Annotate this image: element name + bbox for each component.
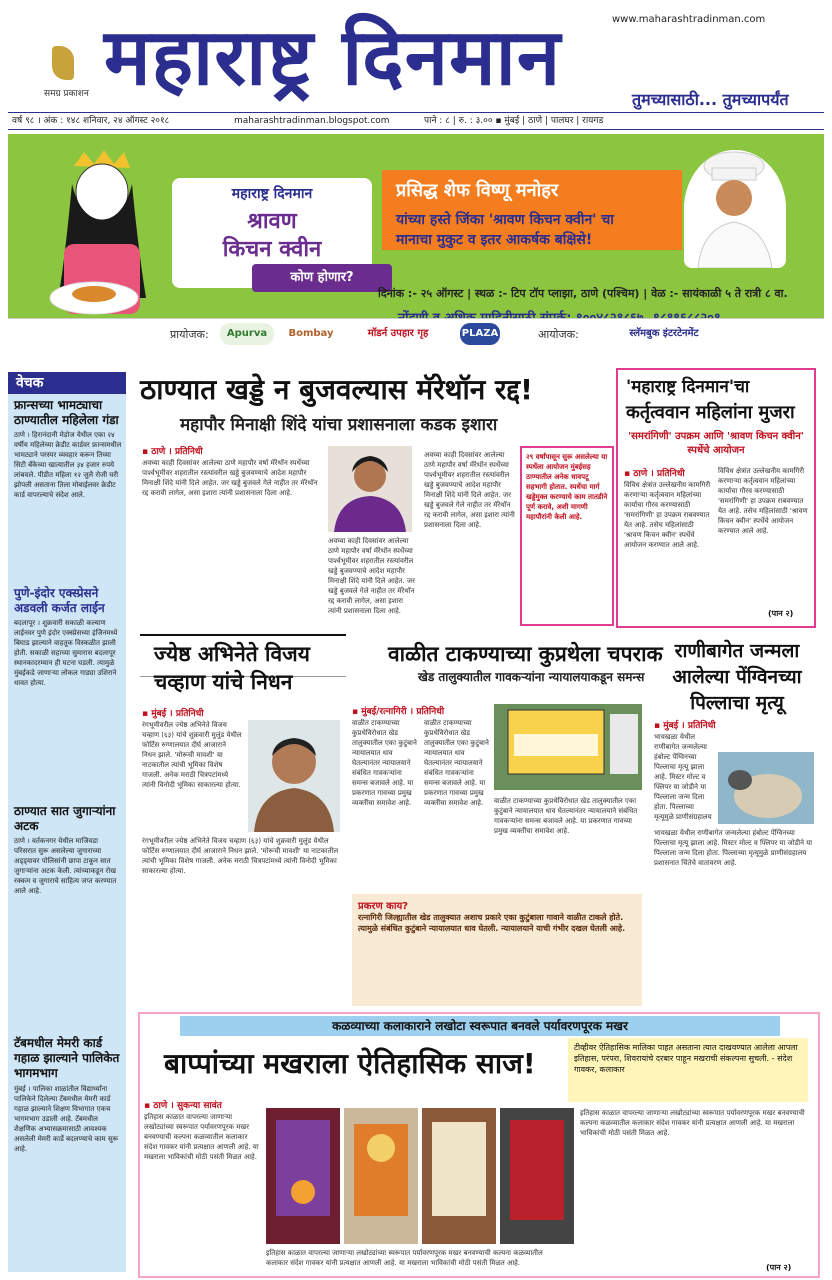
ad-offer-line1: यांच्या हस्ते जिंका 'श्रावण किचन क्वीन' चा xyxy=(396,212,614,228)
ad-event-info: दिनांक :- २५ ऑगस्ट | स्थळ :- टिप टॉप प्लाझा, ठाणे (पश्चिम) | वेळ :- सायंकाळी ५ ते रात्री ८ वा. xyxy=(378,287,788,300)
sponsor-logo-bombay: Bombay xyxy=(288,328,334,339)
masthead xyxy=(0,0,832,130)
story5-text: भायखळा येथील राणीबागेत जन्मलेल्या हंबोल्ट पेंग्विनच्या पिल्लाचा मृत्यू झाला आहे. मिस्टर मोल्ट व फ्लिपर या जोडीने या पिल्लाला जन्म दिला होता. पिल्लाच्या मृत्यूमुळे प्राणीसंग्रहालय xyxy=(654,733,712,821)
story4-box-title: प्रकरण काय? xyxy=(358,901,409,912)
chef-photo xyxy=(684,150,786,268)
feature-continued: (पान २) xyxy=(766,1263,792,1272)
story5-byline: ▪ मुंबई । प्रतिनिधी xyxy=(654,721,716,731)
story4-byline: ▪ मुंबई/रत्नागिरी । प्रतिनिधी xyxy=(352,707,445,717)
sponsor-strip xyxy=(8,318,824,349)
story5-headline-line2: आलेल्या पेंग्विनच्या xyxy=(672,666,802,688)
story1-text: अवघ्या काही दिवसांवर आलेल्या ठाणे महापौर वर्षा मॅरेथॉन स्पर्धेच्या पार्श्वभूमीवर शहरातील रस्त्यांवरील खड्डे बुजवण्याचे आदेश महापौर मिनाक्षी शिंदे यांनी दिले आहेत. जर खड्डे बुजवले गेले नाहीत तर मॅरेथॉन रद्द करावी लागेल, असा इशारा त्यांनी प्रशासनाला दिला आहे. xyxy=(142,459,318,497)
story4-text-3: वाळीत टाकण्याच्या कुप्रथेविरोधात खेड तालुक्यातील एका कुटुंबाने न्यायालयात धाव घेतल्यानंतर न्यायालयाने संबंधित गावकऱ्यांना समन्स बजावले आहे. या प्रकरणात गावच्या प्रमुख व्यक्तींचा समावेश आहे. xyxy=(494,797,638,835)
story2-continued: (पान २) xyxy=(768,609,794,618)
story4-box-text: रत्नागिरी जिल्ह्यातील खेड तालुक्यात अशाच प्रकारे एका कुटुंबाला गावाने वाळीत टाकले होते. त्यामुळे संबंधित कुटुंबाने न्यायालयात धाव घेतली. न्यायालयाने याची गंभीर दखल घेतली आहे. xyxy=(358,913,626,933)
publisher-logo xyxy=(44,46,89,106)
story1-text-2: अवघ्या काही दिवसांवर आलेल्या ठाणे महापौर वर्षा मॅरेथॉन स्पर्धेच्या पार्श्वभूमीवर शहरातील रस्त्यांवरील खड्डे बुजवण्याचे आदेश महापौर मिनाक्षी शिंदे यांनी दिले आहेत. जर खड्डे बुजवले गेले नाहीत तर मॅरेथॉन रद्द करावी लागेल, असा इशारा त्यांनी प्रशासनाला दिला आहे. xyxy=(328,537,415,615)
story4-text: वाळीत टाकण्याच्या कुप्रथेविरोधात खेड तालुक्यातील एका कुटुंबाने न्यायालयात धाव घेतल्यानंतर न्यायालयाने संबंधित गावकऱ्यांना समन्स बजावले आहे. या प्रकरणात गावच्या प्रमुख व्यक्तींचा समावेश आहे. xyxy=(352,719,417,807)
story5-headline-line1: राणीबागेत जन्मला xyxy=(674,640,800,662)
story1-subhead: महापौर मिनाक्षी शिंदे यांचा प्रशासनाला कडक इशारा xyxy=(180,415,498,435)
story4-subhead: खेड तालुक्यातील गावकऱ्यांना न्यायालयाकडून समन्स xyxy=(418,670,645,684)
story3-text: रंगभूमीवरील ज्येष्ठ अभिनेते विजय चव्हाण (६३) यांचे शुक्रवारी मुलुंड येथील फोर्टिस रुग्णालयात दीर्घ आजाराने निधन झाले. 'मोरूची मावशी' या नाटकातील त्यांची भूमिका विशेष गाजली. अनेक मराठी चित्रपटांमध्ये त्यांनी विनोदी भूमिका साकारल्या होत्या. xyxy=(142,721,242,789)
story1-byline: ▪ ठाणे । प्रतिनिधी xyxy=(142,447,203,457)
feature-text: इतिहास काळात वापरल्या जाणाऱ्या लखोट्यांच्या स्वरूपात पर्यावरणपूरक मखर बनवण्याची कल्पना कळव्यातील कलाकार संदेश गावकर यांनी प्रत्यक्षात आणली आहे. या मखराला भाविकांची मोठी पसंती मिळत आहे. xyxy=(144,1113,259,1161)
brief-text-2: बदलापूर । शुक्रवारी सकाळी कल्याण लाईनवर पुणे इंदोर एक्स्प्रेसच्या इंजिनमध्ये बिघाड झाल्याने वाहतूक विस्कळीत झाली होती. सकाळी सहाच्या सुमारास बदलापूर स्थानकादरम्यान ही घटना घडली. त्यामुळे मुंबईकडे जाणाऱ्या लोकल गाड्या उशिराने धावत होत्या. xyxy=(14,619,118,687)
column-heading: वेचक xyxy=(8,372,126,394)
story3-headline xyxy=(154,640,310,696)
story2-label: 'महाराष्ट्र दिनमान'चा xyxy=(626,377,750,397)
feature-quote-box xyxy=(568,1038,808,1102)
brief-title-2: पुणे-इंदोर एक्स्प्रेसने अडवली कर्जत लाईन xyxy=(14,586,105,615)
story2-headline: कर्तृत्ववान महिलांना मुजरा xyxy=(626,402,795,423)
story5-headline xyxy=(652,638,822,716)
story4-case-box xyxy=(352,894,642,1006)
story4-headline: वाळीत टाकण्याच्या कुप्रथेला चपराक xyxy=(388,642,663,666)
actor-photo xyxy=(248,720,340,832)
ad-chef-name: प्रसिद्ध शेफ विष्णू मनोहर xyxy=(396,180,559,201)
story3-headline-line1: ज्येष्ठ अभिनेते विजय xyxy=(154,642,310,666)
sponsor-label: प्रायोजक: xyxy=(170,328,209,341)
story3-text-2: रंगभूमीवरील ज्येष्ठ अभिनेते विजय चव्हाण (६३) यांचे शुक्रवारी मुलुंड येथील फोर्टिस रुग्णालयात दीर्घ आजाराने निधन झाले. 'मोरूची मावशी' या नाटकातील त्यांची भूमिका विशेष गाजली. अनेक मराठी चित्रपटांमध्ये त्यांनी विनोदी भूमिका साकारल्या होत्या. xyxy=(142,837,339,875)
story3-headline-line2: चव्हाण यांचे निधन xyxy=(154,670,293,694)
story2-text-2: विविध क्षेत्रांत उल्लेखनीय कामगिरी करणाऱ्या कर्तृत्ववान महिलांच्या कार्याचा गौरव करण्यासाठी 'समरांगिणी' हा उपक्रम राबवण्यात येत आहे. तसेच महिलांसाठी 'श्रावण किचन क्वीन' स्पर्धेचे आयोजन करण्यात आले आहे. xyxy=(718,467,808,535)
publisher-name: समग्र प्रकाशन xyxy=(44,89,89,99)
makhar-feature xyxy=(138,1012,820,1278)
ad-left-title: महाराष्ट्र दिनमान xyxy=(231,186,313,202)
brief-text-3: ठाणे । वर्तकनगर येथील माजिवडा परिसरात सुरू असलेल्या जुगाराच्या अड्ड्यावर पोलिसांनी छापा टाकून सात जुगाऱ्यांना अटक केली. त्यांच्याकडून रोख रक्कम व जुगाराचे साहित्य जप्त करण्यात आले आहे. xyxy=(14,837,117,895)
story2-subhead: 'समरांगिणी' उपक्रम आणि 'श्रावण किचन क्वीन' स्पर्धेचे आयोजन xyxy=(628,431,804,456)
story1-headline: ठाण्यात खड्डे न बुजवल्यास मॅरेथॉन रद्द! xyxy=(140,373,533,406)
feature-quote: टीव्हीवर ऐतिहासिक मालिका पाहत असताना त्यात दाखवण्यात आलेला आपला इतिहास, परंपरा, शिवरायांचे दरबार पाहून मखराची संकल्पना सुचली. - संदेश गावकर, कलाकार xyxy=(574,1043,798,1074)
signboard-photo xyxy=(494,704,642,790)
story1-text-3: अवघ्या काही दिवसांवर आलेल्या ठाणे महापौर वर्षा मॅरेथॉन स्पर्धेच्या पार्श्वभूमीवर शहरातील रस्त्यांवरील खड्डे बुजवण्याचे आदेश महापौर मिनाक्षी शिंदे यांनी दिले आहेत. जर खड्डे बुजवले गेले नाहीत तर मॅरेथॉन रद्द करावी लागेल, असा इशारा त्यांनी प्रशासनाला दिला आहे. xyxy=(424,451,515,529)
feature-text-3: इतिहास काळात वापरल्या जाणाऱ्या लखोट्यांच्या स्वरूपात पर्यावरणपूरक मखर बनवण्याची कल्पना कळव्यातील कलाकार संदेश गावकर यांनी प्रत्यक्षात आणली आहे. या मखराला भाविकांची मोठी पसंती मिळत आहे. xyxy=(580,1109,805,1137)
story1-box-text: २९ वर्षांपासून सुरू असलेल्या या स्पर्धेला आयोजन मुंबईसह ठाण्यातील अनेक धावपटू सहभागी होतात. स्पर्धेचा मार्ग खड्डेमुक्त करण्याचे काम तातडीने पूर्ण करावे, अशी मागणी महापौरांनी केली आहे. xyxy=(526,453,608,521)
story2-box xyxy=(616,368,816,628)
story5-text-2: भायखळा येथील राणीबागेत जन्मलेल्या हंबोल्ट पेंग्विनच्या पिल्लाचा मृत्यू झाला आहे. मिस्टर मोल्ट व फ्लिपर या जोडीने या पिल्लाला जन्म दिला होता. पिल्लाच्या मृत्यूमुळे प्राणीसंग्रहालय प्रशासनात चिंतेचे वातावरण आहे. xyxy=(654,829,813,867)
kitchen-queen-ad[interactable] xyxy=(8,134,824,346)
story4-text-2: वाळीत टाकण्याच्या कुप्रथेविरोधात खेड तालुक्यातील एका कुटुंबाने न्यायालयात धाव घेतल्यानंतर न्यायालयाने संबंधित गावकऱ्यांना समन्स बजावले आहे. या प्रकरणात गावच्या प्रमुख व्यक्तींचा समावेश आहे. xyxy=(424,719,489,807)
story2-text: विविध क्षेत्रांत उल्लेखनीय कामगिरी करणाऱ्या कर्तृत्ववान महिलांच्या कार्याचा गौरव करण्यासाठी 'समरांगिणी' हा उपक्रम राबवण्यात येत आहे. तसेच महिलांसाठी 'श्रावण किचन क्वीन' स्पर्धेचे आयोजन करण्यात आले आहे. xyxy=(624,481,711,549)
ad-left-sub-line1: श्रावण xyxy=(247,209,297,234)
feature-text-2: इतिहास काळात वापरल्या जाणाऱ्या लखोट्यांच्या स्वरूपात पर्यावरणपूरक मखर बनवण्याची कल्पना कळव्यातील कलाकार संदेश गावकर यांनी प्रत्यक्षात आणली आहे. या मखराला भाविकांची मोठी पसंती मिळत आहे. xyxy=(266,1249,543,1267)
brief-title-1: फ्रान्सच्या भामट्याचा ठाण्यातील महिलेला गंडा xyxy=(14,398,119,427)
ad-left-sub-line2: किचन क्वीन xyxy=(222,237,322,262)
ad-who-button: कोण होणार? xyxy=(252,264,392,292)
brief-title-3: ठाण्यात सात जुगाऱ्यांना अटक xyxy=(14,804,116,833)
queen-illustration xyxy=(34,148,154,328)
ad-offer-line2: मानाचा मुकुट व इतर आकर्षक बक्षिसे! xyxy=(396,232,593,248)
story5-headline-line3: पिल्लाचा मृत्यू xyxy=(690,692,784,714)
pen-nib-icon xyxy=(52,46,74,80)
blog-url[interactable]: maharashtradinman.blogspot.com xyxy=(234,116,390,126)
newspaper-title: महाराष्ट्र दिनमान xyxy=(104,13,562,103)
feature-byline: ▪ ठाणे । सुकन्या सावंत xyxy=(144,1101,222,1111)
sponsor-logo-upahar: मॉडर्न उपहार गृह xyxy=(367,328,429,339)
website-url[interactable]: www.maharashtradinman.com xyxy=(612,14,766,25)
mayor-photo xyxy=(328,446,412,532)
issue-info: वर्ष ९८ । अंक : १४८ शनिवार, २४ ऑगस्ट २०१८ xyxy=(12,116,170,126)
makhar-photos xyxy=(266,1108,574,1244)
organiser-logo: स्लॅमबुक इंटरटेनमेंट xyxy=(629,328,699,339)
brief-text-4: मुंबई । पालिका शाळांतील विद्यार्थ्यांना पालिकेने दिलेल्या टॅबमधील मेमरी कार्ड गहाळ झाल्याने शिक्षण विभागात एकच भागमभाग उडाली आहे. टॅबमधील शैक्षणिक अभ्यासक्रमासाठी आवश्यक असलेली मेमरी कार्डे बदलण्याचे काम सुरू आहे. xyxy=(14,1085,119,1153)
story3-byline: ▪ मुंबई । प्रतिनिधी xyxy=(142,709,204,719)
story1-highlight-box xyxy=(520,446,614,626)
feature-headline: बाप्पांच्या मखराला ऐतिहासिक साज! xyxy=(164,1047,536,1080)
page-price-editions: पाने : ८ | रु. : ३.०० ▪ मुंबई | ठाणे | पालघर | रायगड xyxy=(424,116,604,126)
organiser-label: आयोजक: xyxy=(538,328,579,341)
brief-text-1: ठाणे । हिरानंदानी मेडोज येथील एका २४ वर्षीय महिलेच्या क्रेडीट कार्डवर फ्रान्समधील भामट्याने परस्पर व्यवहार करून तिच्या सिटी बँकेच्या खात्यातील ३४ हजार रुपये लांबवले. पीडीत महिला १२ जुलै रोजी घरी झोपली असताना तिला मोबाईलवर क्रेडीट कार्ड वापरल्याचे संदेश आले. xyxy=(14,431,122,499)
sponsor-logo-plaza: PLAZA xyxy=(460,323,500,345)
tagline: तुमच्यासाठी... तुमच्यापर्यंत xyxy=(632,90,789,109)
feature-kicker: कळव्याच्या कलाकाराने लखोटा स्वरूपात बनवले पर्यावरणपूरक मखर xyxy=(180,1016,780,1036)
date-bar xyxy=(8,112,824,130)
ad-left-sub xyxy=(172,208,372,264)
brief-title-4: टॅबमधील मेमरी कार्ड गहाळ झाल्याने पालिकेत भागमभाग xyxy=(14,1036,120,1080)
story2-byline: ▪ ठाणे । प्रतिनिधी xyxy=(624,469,685,479)
sponsor-logo-apurva: Apurva xyxy=(220,323,274,345)
penguin-photo xyxy=(718,752,814,824)
vechak-column xyxy=(8,372,126,1272)
